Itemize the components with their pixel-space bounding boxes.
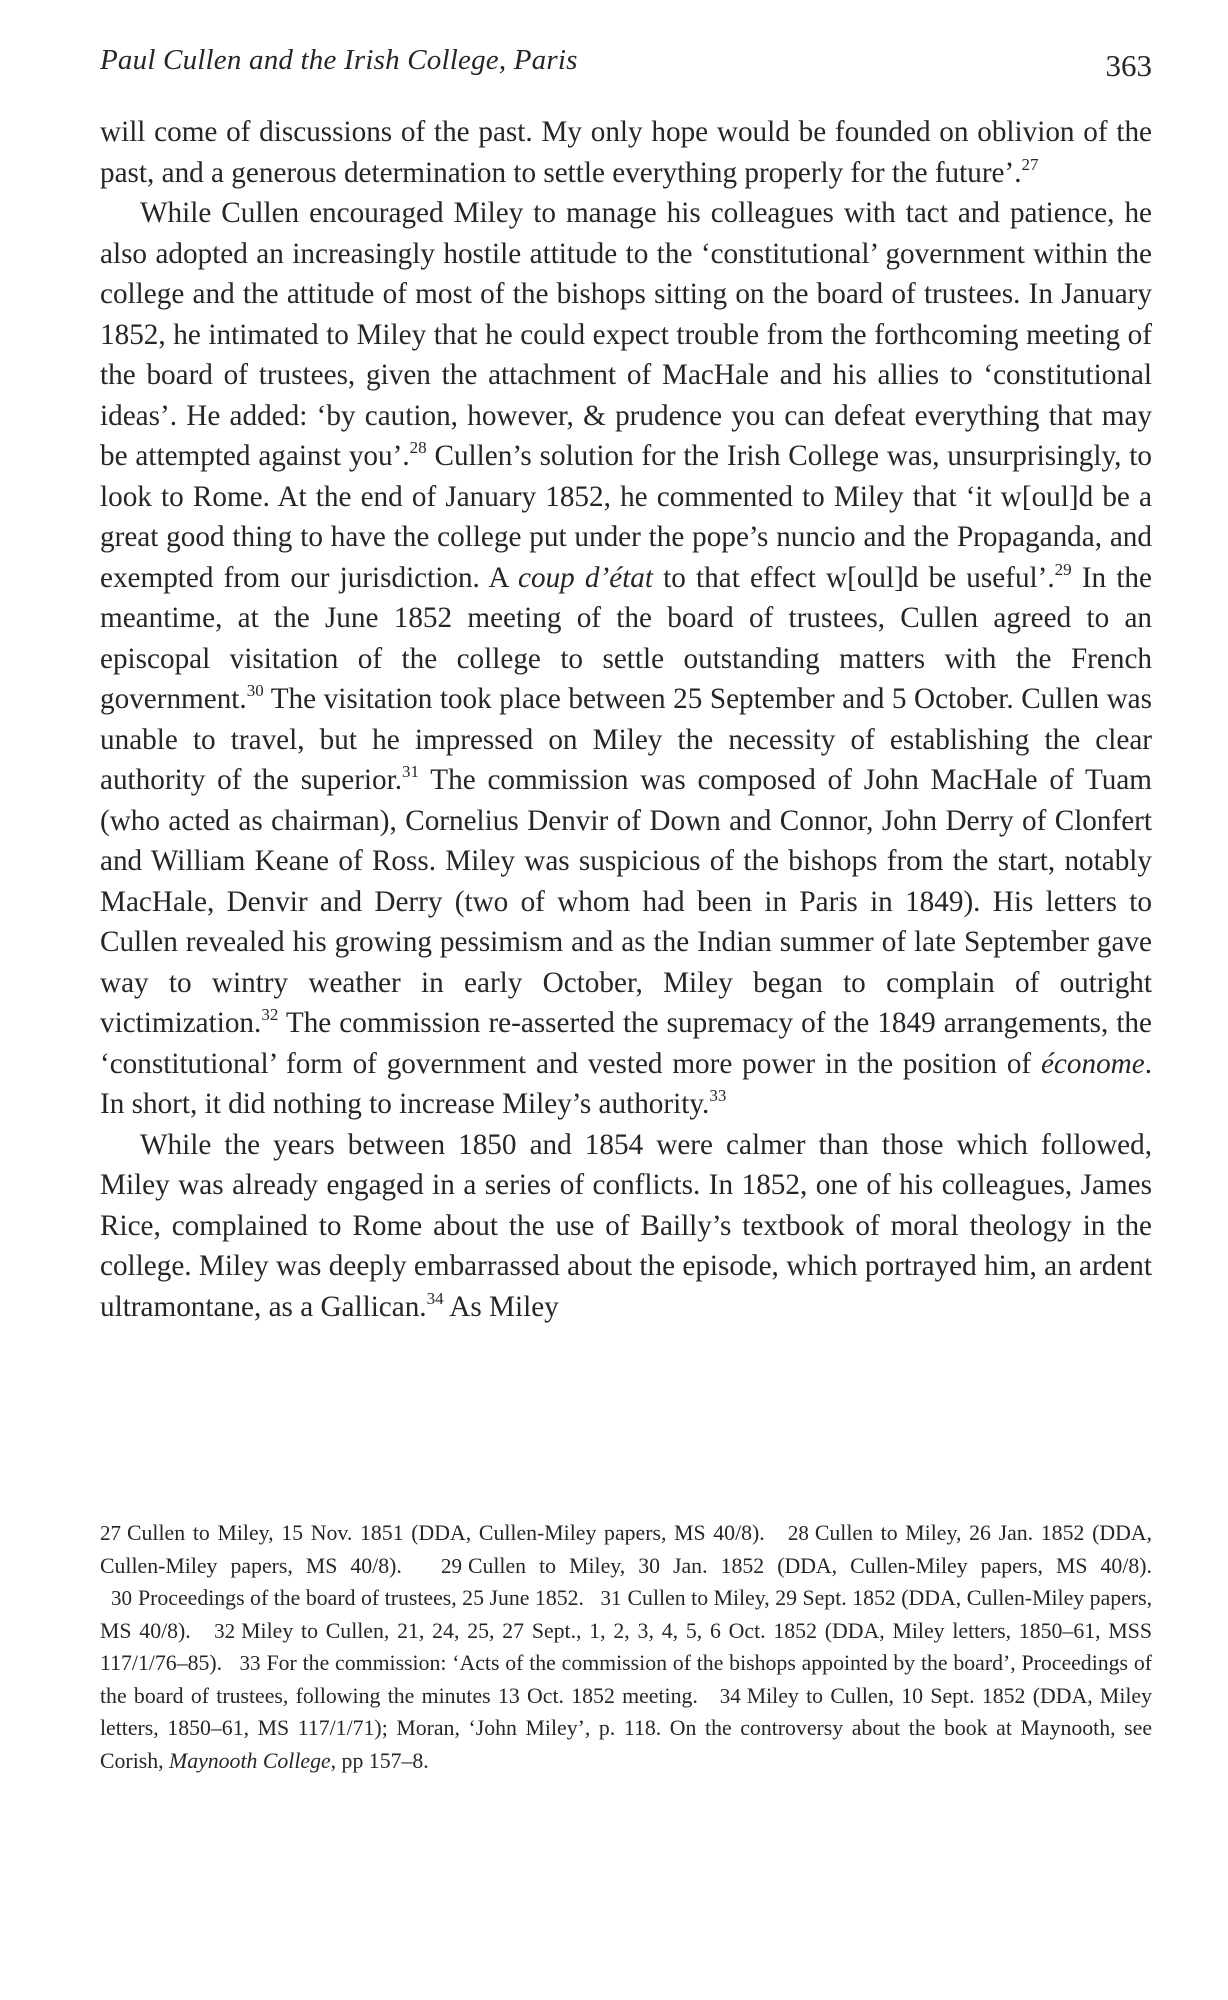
paragraph-text: The commission re-asserted the supremacy of the 1849 arrangements, the ‘constitutional’ form of government and vested more power in the position of xyxy=(100,1007,1152,1080)
footnote-29 xyxy=(415,1554,1152,1578)
footnote-number: 33 xyxy=(239,1651,261,1675)
paragraph-text: While the years between 1850 and 1854 were calmer than those which followed, Miley was already engaged in a series of conflicts. In 1852, one of his colleagues, James Rice, complained to Rome about the use of Bailly’s textbook of moral theology in the college. Miley was deeply embarrassed about the episode, which portrayed him, an ardent ultramontane, as a Gallican. xyxy=(100,1128,1152,1323)
footnote-number: 28 xyxy=(787,1521,809,1545)
footnote-italic-title: Maynooth College xyxy=(169,1748,331,1773)
footnote-number: 31 xyxy=(600,1586,622,1610)
footnote-text: Cullen to Miley, 15 Nov. 1851 (DDA, Cullen-Miley papers, MS 40/8). xyxy=(127,1521,765,1545)
footnote-number: 34 xyxy=(719,1683,741,1708)
paragraph-text: In the meantime, at the June 1852 meeting of the board of trustees, Cullen agreed to an episcopal visitation of the college to settle outstanding matters with the French government. xyxy=(100,561,1152,715)
footnote-text: Proceedings of the board of trustees, 25 June 1852. xyxy=(138,1586,584,1610)
footnote-ref: 29 xyxy=(1054,559,1072,579)
footnotes xyxy=(100,1517,1152,1777)
footnote-ref: 33 xyxy=(709,1085,727,1105)
footnote-number: 27 xyxy=(100,1521,121,1545)
page-number: 363 xyxy=(1105,48,1152,83)
italic-term: coup d’état xyxy=(518,561,654,594)
footnote-number: 32 xyxy=(214,1618,236,1643)
paragraph-text: Cullen’s solution for the Irish College was, unsurprisingly, to look to Rome. At the end of January 1852, he commented to Miley that ‘it w[oul]d be a great good thing to have the college put under the pope’s nuncio and the Propaganda, and exempted from our jurisdiction. A xyxy=(100,440,1152,594)
footnote-ref: 28 xyxy=(409,437,427,457)
paragraph-text: While Cullen encouraged Miley to manage his colleagues with tact and patience, he also adopted an increasingly hostile attitude to the ‘constitutional’ government within the college and the attitude of most of the bishops sitting on the board of trustees. In January 1852, he intimated to Miley that he could expect trouble from the forthcoming meeting of the board of trustees, given the attachment of MacHale and his allies to ‘constitutional ideas’. He added: ‘by caution, however, & prudence you can defeat everything that may be attempted against you’. xyxy=(100,197,1152,472)
paragraph-1 xyxy=(100,112,1152,193)
paragraph-text: The commission was composed of John MacHale of Tuam (who acted as chairman), Cornelius Denvir of Down and Connor, John Derry of Clonfert and William Keane of Ross. Miley was suspicious of the bishops from the start, notably MacHale, Denvir and Derry (two of whom had been in Paris in 1849). His letters to Cullen revealed his growing pessimism and as the Indian summer of late September gave way to wintry weather in early October, Miley began to complain of outright victimization. xyxy=(100,764,1152,1039)
footnote-ref: 31 xyxy=(402,761,420,781)
italic-term: économe xyxy=(1040,1047,1145,1080)
footnote-text: , pp 157–8. xyxy=(330,1748,429,1773)
footnote-text: Miley to Cullen, 10 Sept. 1852 (DDA, Miley letters, 1850–61, MS 117/1/71); Moran, ‘John Miley’, p. 118. On the controversy about the book at Maynooth, see Corish, xyxy=(100,1683,1153,1773)
paragraph-text: As Miley xyxy=(443,1290,559,1323)
footnote-text: Miley to Cullen, 21, 24, 25, 27 Sept., 1, 2, 3, 4, 5, 6 Oct. 1852 (DDA, Miley letters, 1850–61, MSS 117/1/76–85). xyxy=(100,1618,1152,1675)
footnote-text: For the commission: ‘Acts of the commission of the bishops appointed by the board’, Proceedings of the board of trustees, following the minutes 13 Oct. 1852 meeting. xyxy=(100,1651,1152,1708)
footnote-ref: 30 xyxy=(246,680,264,700)
paragraph-text: will come of discussions of the past. My only hope would be founded on oblivion of the past, and a generous determination to settle everything properly for the future’. xyxy=(100,116,1152,189)
footnote-ref: 27 xyxy=(1021,154,1039,174)
footnote-text: Cullen to Miley, 30 Jan. 1852 (DDA, Cullen-Miley papers, MS 40/8). xyxy=(467,1553,1152,1578)
paragraph-text: to that effect w[oul]d be useful’. xyxy=(653,561,1055,594)
footnote-27 xyxy=(100,1521,765,1545)
footnote-text: Cullen to Miley, 26 Jan. 1852 (DDA, Cullen-Miley papers, MS 40/8). xyxy=(100,1521,1153,1578)
running-head: Paul Cullen and the Irish College, Paris xyxy=(100,44,578,76)
footnote-text: Cullen to Miley, 29 Sept. 1852 (DDA, Cullen-Miley papers, MS 40/8). xyxy=(100,1586,1153,1643)
body-text xyxy=(100,112,1152,1327)
footnote-number: 30 xyxy=(111,1586,133,1610)
paragraph-text: The visitation took place between 25 September and 5 October. Cullen was unable to travel, but he impressed on Miley the necessity of establishing the clear authority of the superior. xyxy=(100,683,1152,796)
footnote-30 xyxy=(100,1586,584,1610)
footnote-number: 29 xyxy=(440,1553,462,1578)
paragraph-2 xyxy=(100,193,1152,1125)
footnote-ref: 32 xyxy=(261,1004,279,1024)
paragraph-text: . In short, it did nothing to increase Miley’s authority. xyxy=(100,1047,1152,1120)
page-header xyxy=(100,44,1152,94)
paragraph-3 xyxy=(100,1125,1152,1328)
footnote-ref: 34 xyxy=(426,1288,444,1308)
